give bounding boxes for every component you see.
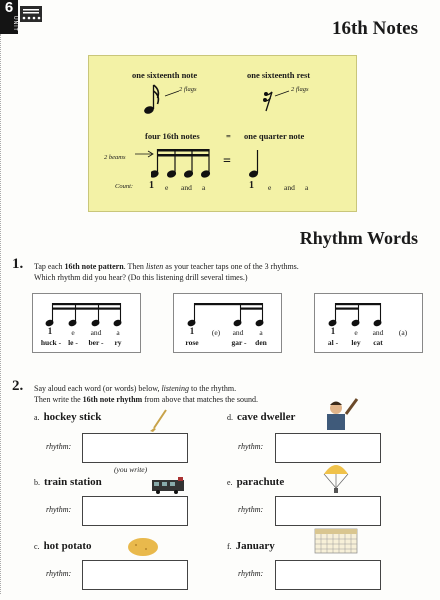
count-syllable: e [165, 183, 169, 192]
flags-note-label: 2 flags [179, 86, 197, 93]
rhythm-label: rhythm: [238, 569, 264, 578]
instr-text: . Then [123, 262, 144, 271]
pattern-syllable: huck - [40, 338, 62, 347]
info-box [88, 55, 357, 212]
word-item-a [34, 411, 101, 423]
pattern-count: and [372, 328, 384, 337]
word-letter: f. [227, 542, 232, 551]
instr-bold: 16th note pattern [64, 262, 124, 271]
instr-italic: listening [161, 384, 190, 393]
page-title: 16th Notes [331, 18, 418, 39]
sixteenth-rest-label: one sixteenth rest [247, 70, 311, 80]
instr-text: Then write the [34, 394, 81, 404]
pattern-syllable: al - [327, 338, 339, 347]
rhythm-label: rhythm: [238, 505, 264, 514]
pattern-syllable: rose [185, 338, 199, 347]
instr-text: to the rhythm. [191, 384, 237, 393]
word-item-d [227, 411, 295, 423]
word-text: train station [44, 476, 102, 488]
word-text: January [235, 540, 275, 552]
potato-icon [126, 535, 160, 559]
word-text: hot potato [43, 540, 92, 552]
count-label: Count: [115, 183, 134, 190]
rhythm-pattern-box-3[interactable] [314, 293, 423, 353]
rhythm-label: rhythm: [46, 442, 72, 451]
arrow-icon [163, 90, 181, 98]
calendar-icon [314, 528, 358, 554]
section-title: Rhythm Words [299, 228, 418, 248]
pattern-syllable: den [255, 338, 267, 347]
sixteenth-note-label: one sixteenth note [132, 70, 198, 80]
sixteenth-note-icon [143, 82, 165, 116]
pattern-count: 1 [189, 326, 195, 336]
pattern-syllable: ry [114, 338, 122, 347]
word-text: parachute [236, 476, 285, 488]
rhythm-label: rhythm: [46, 505, 72, 514]
answer-box-d[interactable] [275, 433, 381, 463]
flags-rest-label: 2 flags [291, 86, 309, 93]
word-letter: b. [34, 478, 40, 487]
answer-box-e[interactable] [275, 496, 381, 526]
pattern-count: (a) [398, 328, 408, 337]
word-text: hockey stick [43, 411, 102, 423]
count-syllable: and [181, 183, 192, 192]
instr-text: as your teacher taps one of the 3 rhythms. [165, 262, 299, 271]
instr-text: Which rhythm did you hear? (Do this listening drill several times.) [34, 272, 248, 282]
rhythm-label: rhythm: [46, 569, 72, 578]
arrow-icon [273, 90, 291, 98]
you-write-label: (you write) [114, 465, 148, 474]
rhythm-notes-icon [20, 6, 42, 22]
instr-text: Say aloud each word (or words) below, [34, 384, 160, 393]
question-2-instructions [34, 384, 424, 405]
word-text: cave dweller [237, 411, 296, 423]
rhythm-label: rhythm: [238, 442, 264, 451]
equals-sign: = [226, 131, 231, 141]
pattern-count: e [71, 328, 75, 337]
count-beat: 1 [149, 180, 154, 191]
count-syllable: a [305, 183, 309, 192]
pattern-count: (e) [211, 328, 221, 337]
quarter-note-icon [247, 148, 261, 180]
unit-tab [0, 0, 18, 34]
unit-number: 6 [4, 0, 14, 16]
pattern-count: 1 [330, 326, 336, 336]
question-2-number: 2. [12, 378, 24, 394]
quarter-note-label: one quarter note [244, 131, 305, 141]
unit-word: UNIT [12, 16, 18, 32]
word-letter: c. [34, 542, 40, 551]
word-item-b [34, 476, 102, 488]
parachute-icon [322, 462, 350, 494]
four-sixteenths-label: four 16th notes [145, 131, 200, 141]
equals-sign-big: = [223, 154, 231, 169]
pattern-count: and [232, 328, 244, 337]
count-syllable: a [202, 183, 206, 192]
instr-bold: 16th note rhythm [82, 394, 143, 404]
pattern-count: a [259, 328, 263, 337]
word-item-c [34, 540, 92, 552]
answer-box-f[interactable] [275, 560, 381, 590]
answer-box-c[interactable] [82, 560, 188, 590]
train-icon [150, 473, 186, 495]
question-1-instructions [34, 262, 424, 283]
answer-box-a[interactable] [82, 433, 188, 463]
pattern-syllable: le - [68, 338, 78, 347]
pattern-count: e [354, 328, 358, 337]
pattern-syllable: ley [351, 338, 361, 347]
caveman-icon [320, 396, 360, 432]
pattern-syllable: gar - [231, 338, 247, 347]
question-1-number: 1. [12, 256, 24, 272]
pattern-count: a [116, 328, 120, 337]
count-beat: 1 [249, 180, 254, 191]
answer-box-b[interactable] [82, 496, 188, 526]
count-syllable: e [268, 183, 272, 192]
instr-italic: listen [145, 262, 164, 271]
rhythm-pattern-box-1[interactable] [32, 293, 141, 353]
word-letter: a. [34, 413, 40, 422]
instr-text: from above that matches the sound. [144, 394, 258, 404]
pattern-count: and [90, 328, 102, 337]
rhythm-pattern-box-2[interactable] [173, 293, 282, 353]
pattern-count: 1 [47, 326, 53, 336]
word-letter: e. [227, 478, 233, 487]
hockey-stick-icon [148, 408, 170, 434]
word-letter: d. [227, 413, 233, 422]
margin-rule [0, 34, 2, 594]
four-sixteenths-icon [151, 146, 215, 180]
count-syllable: and [284, 183, 295, 192]
pattern-syllable: cat [373, 338, 383, 347]
instr-text: Tap each [34, 262, 63, 271]
word-item-f [227, 540, 275, 552]
beams-label: 2 beams [104, 154, 126, 161]
pattern-syllable: ber - [88, 338, 104, 347]
word-item-e [227, 476, 284, 488]
